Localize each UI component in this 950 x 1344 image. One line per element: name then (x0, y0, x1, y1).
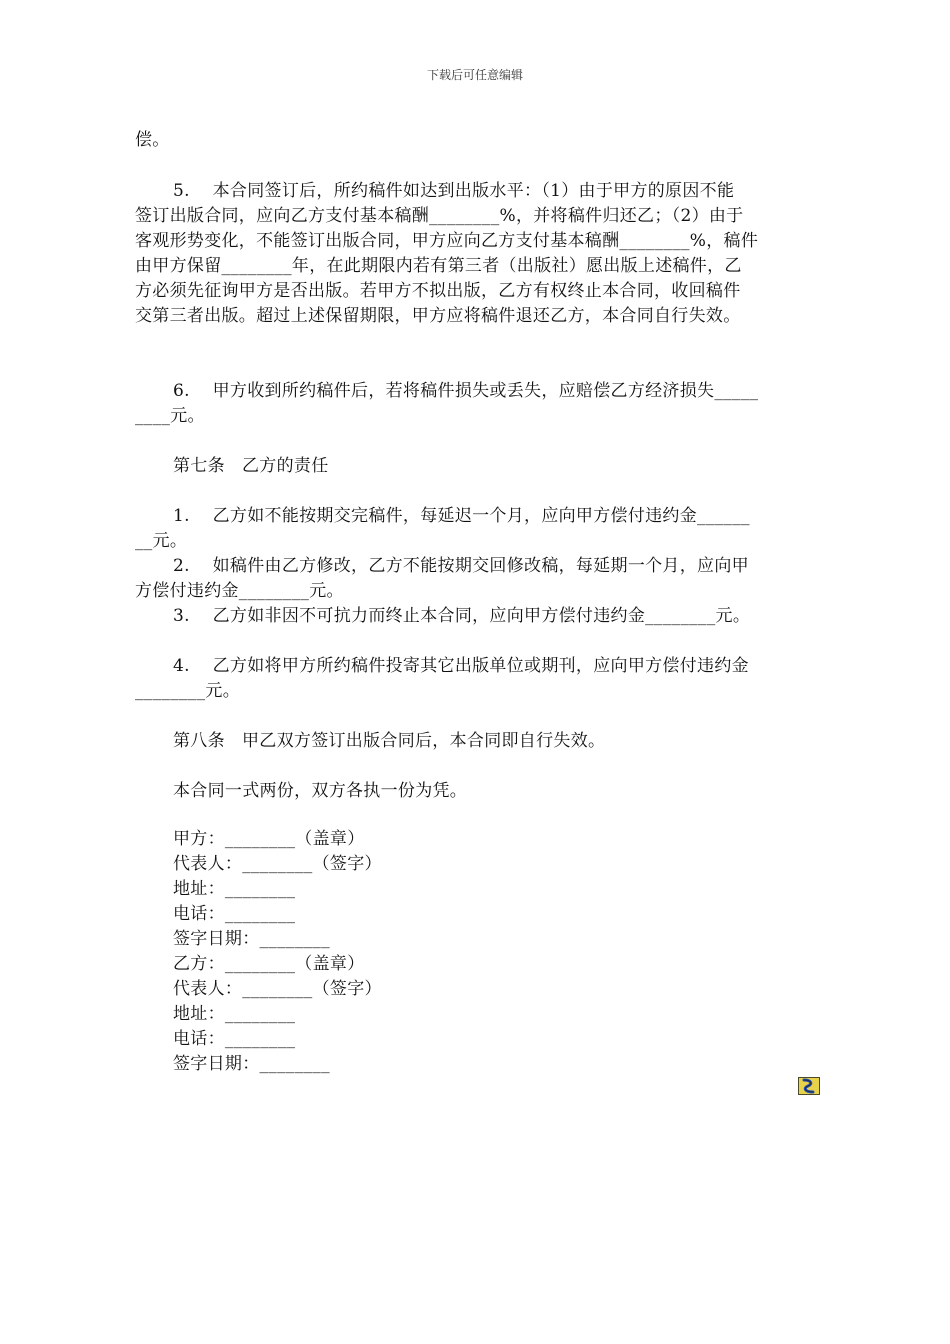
document-link-icon[interactable] (798, 1077, 820, 1095)
signature-date-b: 签字日期：________ (173, 1054, 330, 1074)
article-7-item-3: 3. 乙方如非因不可抗力而终止本合同，应向甲方偿付违约金________元。 (173, 606, 751, 626)
signature-address-b: 地址：________ (173, 1004, 296, 1024)
clause-6-line: ____元。 (135, 406, 205, 426)
copies-statement: 本合同一式两份，双方各执一份为凭。 (173, 781, 468, 801)
clause-5-line: 交第三者出版。超过上述保留期限，甲方应将稿件退还乙方，本合同自行失效。 (135, 306, 741, 326)
clause-5-line: 5. 本合同签订后，所约稿件如达到出版水平：（1）由于甲方的原因不能 (173, 181, 735, 201)
clause-5-line: 签订出版合同，应向乙方支付基本稿酬________%，并将稿件归还乙；（2）由于 (135, 206, 744, 226)
signature-phone-b: 电话：________ (173, 1029, 296, 1049)
clause-6-line: 6. 甲方收到所约稿件后，若将稿件损失或丢失，应赔偿乙方经济损失_____ (173, 381, 759, 401)
signature-party-a: 甲方：________（盖章） (173, 829, 365, 849)
signature-date-a: 签字日期：________ (173, 929, 330, 949)
article-7-item-1: 1. 乙方如不能按期交完稿件，每延迟一个月，应向甲方偿付违约金______ (173, 506, 750, 526)
article-7-item-4: 4. 乙方如将甲方所约稿件投寄其它出版单位或期刊，应向甲方偿付违约金 (173, 656, 749, 676)
clause-5-line: 方必须先征询甲方是否出版。若甲方不拟出版，乙方有权终止本合同，收回稿件 (135, 281, 741, 301)
article-7-item-2: 方偿付违约金________元。 (135, 581, 344, 601)
article-8: 第八条 甲乙双方签订出版合同后，本合同即自行失效。 (173, 731, 606, 751)
clause-5-line: 由甲方保留________年，在此期限内若有第三者（出版社）愿出版上述稿件，乙 (135, 256, 742, 276)
article-7-heading: 第七条 乙方的责任 (173, 456, 329, 476)
page-header: 下载后可任意编辑 (426, 68, 523, 82)
paragraph-line: 偿。 (135, 130, 170, 150)
clause-5-line: 客观形势变化，不能签订出版合同，甲方应向乙方支付基本稿酬________%，稿件 (135, 231, 759, 251)
article-7-item-4: ________元。 (135, 681, 240, 701)
article-7-item-1: __元。 (135, 531, 188, 551)
article-7-item-2: 2. 如稿件由乙方修改，乙方不能按期交回修改稿，每延期一个月，应向甲 (173, 556, 749, 576)
signature-address-a: 地址：________ (173, 879, 296, 899)
signature-phone-a: 电话：________ (173, 904, 296, 924)
signature-rep-b: 代表人：________（签字） (173, 979, 382, 999)
signature-rep-a: 代表人：________（签字） (173, 854, 382, 874)
signature-party-b: 乙方：________（盖章） (173, 954, 365, 974)
